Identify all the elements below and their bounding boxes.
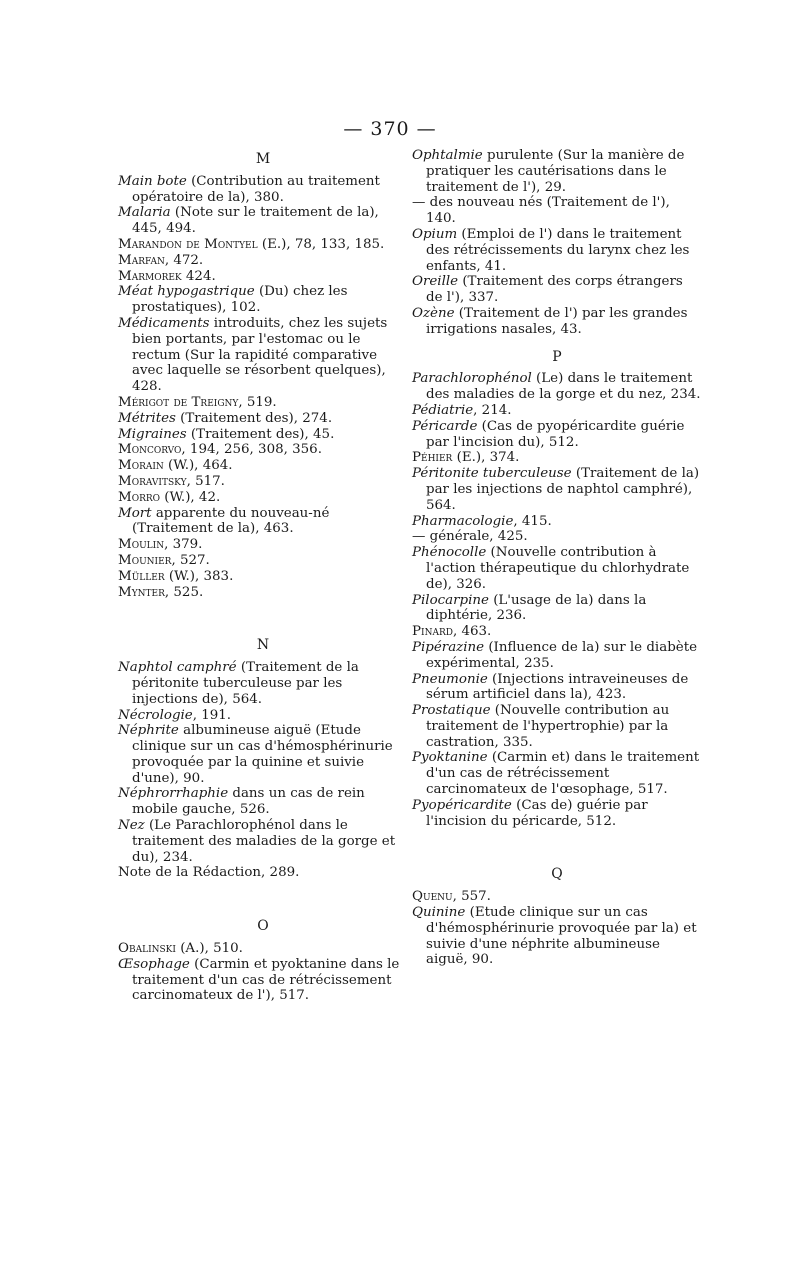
index-entry [118, 316, 408, 395]
entry-text: (W.), 383. [164, 568, 234, 584]
entry-headword: Pédiatrie [412, 402, 474, 418]
entry-text: dans un cas de rein mobile gauche, 526. [132, 786, 365, 818]
index-entry [118, 442, 408, 458]
entry-headword: Note de la Rédaction [118, 865, 262, 881]
page-number: — 370 — [343, 118, 437, 140]
entry-text: , 527. [171, 552, 210, 568]
index-entry [412, 195, 702, 227]
entry-headword: Naphtol camphré [118, 660, 237, 676]
index-entry [118, 474, 408, 490]
entry-text: (A.), 510. [175, 941, 243, 957]
entry-text: (Etude clinique sur un cas d'hémosphérinurie provoquée par la) et suivie d'une néphrite albumineuse aiguë, 90. [426, 905, 697, 968]
index-entry [118, 395, 408, 411]
entry-headword: Marfan [118, 252, 165, 268]
entry-text: purulente (Sur la manière de pratiquer les cautérisations dans le traitement de l'), 29. [426, 148, 685, 195]
index-entry [118, 708, 408, 724]
entry-text: (W.), 42. [160, 489, 221, 505]
entry-text: , 191. [192, 707, 232, 723]
entry-text: , 379. [164, 537, 203, 553]
entry-headword: Nécrologie [118, 707, 193, 723]
index-entry [118, 585, 408, 601]
index-entry [412, 703, 702, 750]
entry-headword: Quenu [412, 889, 453, 905]
entry-headword: Mounier [118, 552, 172, 568]
index-entry [118, 269, 408, 285]
index-entry [412, 640, 702, 672]
entry-headword: Métrites [118, 410, 176, 426]
index-entry [118, 723, 408, 786]
entry-headword: Moncorvo [118, 442, 182, 458]
entry-headword: Mérigot de Treigny [118, 394, 239, 410]
index-entry [118, 174, 408, 206]
index-entry [412, 148, 702, 195]
index-entry [118, 458, 408, 474]
entry-headword: Morro [118, 489, 161, 505]
entry-headword: Marmorek [118, 268, 182, 284]
entry-text: , 289. [261, 865, 300, 881]
index-entry [412, 750, 702, 797]
left-column [118, 148, 408, 1004]
section-letter: N [256, 637, 270, 654]
entry-headword: Morain [118, 458, 164, 474]
entry-text: (W.), 464. [163, 458, 233, 474]
entry-text: , 463. [452, 624, 492, 640]
entry-text: , 517. [186, 473, 225, 489]
entry-headword: Moulin [118, 537, 165, 553]
entry-text: (Note sur le traitement de la), 445, 494. [132, 205, 379, 237]
entry-text: , 415. [513, 513, 552, 529]
entry-headword: Mort [118, 505, 152, 521]
entry-text: , 472. [164, 252, 204, 268]
index-entry [118, 537, 408, 553]
entry-text: (Influence de la) sur le diabète expérimental, 235. [426, 639, 697, 671]
index-entry [118, 205, 408, 237]
index-entry [118, 427, 408, 443]
entry-headword: Médicaments [118, 315, 210, 331]
entry-text: , 557. [452, 889, 491, 905]
entry-headword: Pilocarpine [412, 592, 489, 608]
index-entry [118, 411, 408, 427]
entry-headword: Pyoktanine [412, 750, 488, 766]
entry-headword: Quinine [412, 905, 466, 921]
entry-headword: Méat hypogastrique [118, 284, 255, 300]
entry-text: (Contribution au traitement opératoire de la), 380. [132, 173, 380, 205]
section-spacer [412, 338, 702, 346]
entry-text: (Traitement de l') par les grandes irrigations nasales, 43. [426, 305, 688, 337]
section-letter: Q [551, 866, 563, 883]
entry-headword: Oreille [412, 274, 459, 290]
index-entry [118, 941, 408, 957]
index-entry [412, 624, 702, 640]
index-entry [412, 545, 702, 592]
entry-headword: Péricarde [412, 418, 478, 434]
entry-text: albumineuse aiguë (Etude clinique sur un cas d'hémosphérinurie provoquée par la quinine et suivie d'une), 90. [132, 723, 393, 786]
entry-text: (Nouvelle contribution à l'action thérapeutique du chlorhydrate de), 326. [426, 545, 690, 592]
index-entry [412, 798, 702, 830]
index-entry [412, 227, 702, 274]
entry-text: (Le) dans le traitement des maladies de la gorge et du nez, 234. [426, 371, 701, 403]
index-entry [412, 593, 702, 625]
entry-text: (Nouvelle contribution au traitement de l'hypertrophie) par la castration, 335. [426, 703, 670, 750]
entry-text: (E.), 78, 133, 185. [257, 236, 385, 252]
entry-text: (Cas de pyopéricardite guérie par l'incision du), 512. [426, 418, 685, 450]
index-entry [118, 865, 408, 881]
section-spacer [412, 829, 702, 863]
entry-text: , 194, 256, 308, 356. [181, 442, 322, 458]
entry-text: (Le Parachlorophénol dans le traitement des maladies de la gorge et du), 234. [132, 818, 396, 865]
index-entry [412, 450, 702, 466]
entry-headword: Néphrorrhaphie [118, 786, 229, 802]
index-entry [412, 529, 702, 545]
index-entry [118, 506, 408, 538]
entry-text: , 525. [164, 584, 204, 600]
index-entry [118, 786, 408, 818]
index-entry [412, 672, 702, 704]
entry-headword: Prostatique [412, 703, 491, 719]
entry-text: (Injections intraveineuses de sérum artificiel dans la), 423. [426, 671, 689, 703]
entry-text: (Carmin et) dans le traitement d'un cas de rétrécissement carcinomateux de l'œsophage, 517. [426, 750, 700, 798]
entry-headword: Malaria [118, 205, 171, 221]
index-entry [118, 253, 408, 269]
index-entry [118, 284, 408, 316]
entry-text: , 214. [473, 402, 512, 418]
entry-headword: Péhier [412, 450, 453, 466]
entry-headword: Parachlorophénol [412, 371, 532, 387]
entry-text: (Traitement des), 274. [175, 410, 333, 426]
index-entry [118, 553, 408, 569]
entry-text: 424. [181, 268, 216, 284]
section-letter: O [257, 918, 269, 935]
entry-headword: Pipérazine [412, 639, 485, 655]
entry-headword: Main bote [118, 173, 187, 189]
entry-headword: — [412, 529, 426, 545]
index-entry [412, 514, 702, 530]
index-entry [412, 403, 702, 419]
index-entry [118, 490, 408, 506]
index-entry [412, 371, 702, 403]
entry-text: (Cas de) guérie par l'incision du péricarde, 512. [426, 797, 648, 829]
entry-headword: Migraines [118, 426, 187, 442]
entry-headword: Phénocolle [412, 545, 487, 561]
section-letter: M [255, 151, 271, 167]
entry-text: (Carmin et pyoktanine dans le traitement d'un cas de rétrécissement carcinomateux de l'), 517. [132, 956, 400, 1004]
index-entry [118, 957, 408, 1004]
entry-text: , 519. [238, 394, 277, 410]
index-entry [118, 818, 408, 865]
entry-text: (Emploi de l') dans le traitement des rétrécissements du larynx chez les enfants, 41. [426, 226, 690, 274]
index-entry [118, 569, 408, 585]
entry-headword: Pyopéricardite [412, 797, 512, 813]
entry-text: (E.), 374. [452, 450, 520, 466]
entry-headword: Néphrite [118, 723, 179, 739]
entry-headword: Pharmacologie [412, 513, 514, 529]
entry-text: (Traitement de la) par les injections de naphtol camphré), 564. [426, 466, 700, 513]
entry-headword: Müller [118, 568, 165, 584]
entry-headword: Obalinski [118, 941, 176, 957]
entry-headword: Mynter [118, 584, 165, 600]
section-spacer [118, 881, 408, 915]
entry-headword: Opium [412, 226, 458, 242]
entry-text: (Traitement de la péritonite tuberculeuse par les injections de), 564. [132, 660, 359, 707]
entry-headword: Péritonite tuberculeuse [412, 466, 572, 482]
entry-text: (Traitement des), 45. [186, 426, 335, 442]
entry-text: (L'usage de la) dans la diphtérie, 236. [426, 592, 647, 624]
entry-text: (Du) chez les prostatiques), 102. [132, 284, 348, 316]
index-entry [412, 274, 702, 306]
index-entry [412, 889, 702, 905]
index-entry [412, 306, 702, 338]
right-column [412, 148, 702, 968]
entry-headword: Œsophage [118, 956, 190, 972]
entry-headword: Nez [118, 818, 145, 834]
index-entry [118, 660, 408, 707]
entry-text: apparente du nouveau-né (Traitement de la), 463. [132, 505, 330, 537]
entry-headword: Pneumonie [412, 671, 488, 687]
entry-headword: Pinard [412, 624, 453, 640]
entry-text: introduits, chez les sujets bien portants, par l'estomac ou le rectum (Sur la rapidité comparative avec laquelle se résorbent quelques), 428. [132, 315, 388, 395]
entry-text: des nouveau nés (Traitement de l'), 140. [425, 195, 670, 227]
section-spacer [118, 600, 408, 634]
entry-headword: Ophtalmie [412, 148, 483, 163]
entry-headword: Marandon de Montyel [118, 236, 258, 252]
entry-headword: — [412, 195, 426, 211]
entry-headword: Moravitsky [118, 473, 187, 489]
index-entry [412, 419, 702, 451]
index-entry [118, 237, 408, 253]
entry-headword: Ozène [412, 305, 455, 321]
index-entry [412, 466, 702, 513]
index-entry [412, 905, 702, 968]
section-letter: P [552, 348, 562, 365]
entry-text: (Traitement des corps étrangers de l'), 337. [426, 274, 683, 306]
entry-text: générale, 425. [425, 529, 528, 545]
